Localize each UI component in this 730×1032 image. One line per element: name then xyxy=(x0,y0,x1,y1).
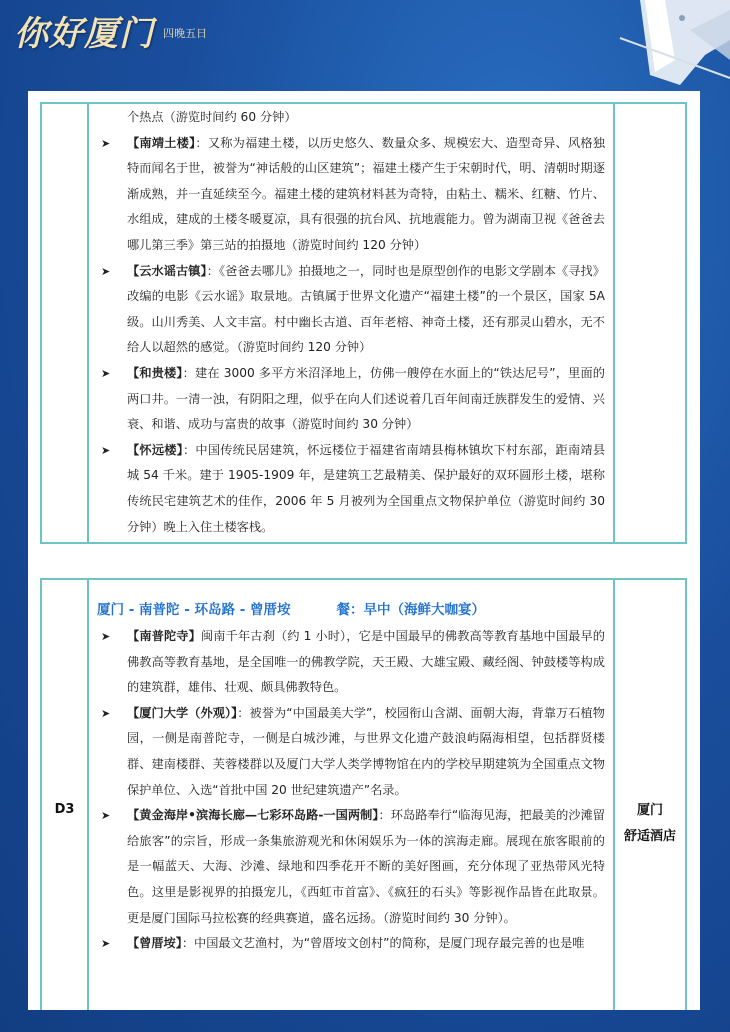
day-column xyxy=(42,104,89,542)
arrow-bullet-icon: ➤ xyxy=(101,630,111,643)
list-item xyxy=(97,361,605,438)
attraction-desc: ：中国最文艺渔村，为“曾厝垵文创村”的简称，是厦门现存最完善的也是唯 xyxy=(181,936,585,951)
attraction-desc: 闽南千年古刹（约 1 小时），它是中国最早的佛教高等教育基地中国最早的佛教高等教育基地，是全国唯一的佛教学院，天王殿、大雄宝殿、藏经阁、钟鼓楼等构成的建筑群，雄伟、壮观、颇具佛教特色。 xyxy=(127,629,605,695)
arrow-bullet-icon: ➤ xyxy=(101,706,111,720)
attraction-desc: ：中国传统民居建筑，怀远楼位于福建省南靖县梅林镇坎下村东部，距南靖县城 54 千米。建于 1905-1909 年，是建筑工艺最精美、保护最好的双环圆形土楼，堪称传统民宅建筑艺术的佳作，2006 年 5 月被列为全国重点文物保护单位（游览时间约 30 分钟）晚上入住土楼客栈。 xyxy=(127,442,606,534)
brand-logo xyxy=(14,6,207,55)
attraction-name: 【南靖土楼】 xyxy=(127,135,196,150)
attraction-desc: ：建在 3000 多平方米沼泽地上，仿佛一艘停在水面上的“铁达尼号”，里面的两口井。一清一浊，有阴阳之理，似乎在向人们述说着几百年间南迁族群发生的爱情、兴衰、和谐、成功与富贵的故事（游览时间约 30 分钟） xyxy=(127,365,605,432)
list-item xyxy=(97,931,605,957)
list-item xyxy=(97,624,605,701)
itinerary-table-d3 xyxy=(40,578,687,1010)
arrow-bullet-icon: ➤ xyxy=(101,136,111,150)
list-item xyxy=(97,803,605,931)
day-label: D3 xyxy=(54,802,75,817)
attraction-desc: ：环岛路奉行“临海见海，把最美的沙滩留给旅客”的宗旨，形成一条集旅游观光和休闲娱乐为一体的滨海走廊。展现在旅客眼前的是一幅蓝天、大海、沙滩、绿地和四季花开不断的美好图画，充分体现了亚热带风光特色。这里是影视界的拍摄宠儿，《西虹市首富》、《疯狂的石头》等影视作品皆在此取景。更是厦门国际马拉松赛的经典赛道，盛名远扬。（游览时间约 30 分钟）。 xyxy=(127,808,605,925)
hotel-column xyxy=(613,104,685,542)
itinerary-table-d2 xyxy=(40,102,687,544)
attraction-name: 【怀远楼】 xyxy=(127,442,183,457)
arrow-bullet-icon: ➤ xyxy=(101,443,111,457)
attraction-name: 【和贵楼】 xyxy=(127,365,183,380)
attraction-name: 【厦门大学（外观）】 xyxy=(127,705,238,720)
attraction-desc: ：被誉为“中国最美大学”，校园衔山含湖、面朝大海，背靠万石植物园，一侧是南普陀寺，一侧是白城沙滩，与世界文化遗产鼓浪屿隔海相望，包括群贤楼群、建南楼群、芙蓉楼群以及厦门大学人类学博物馆在内的学校早期建筑为全国重点文物保护单位、入选“首批中国 20 世纪建筑遗产”名录。 xyxy=(127,705,605,797)
arrow-bullet-icon: ➤ xyxy=(101,264,111,278)
attraction-name: 【曾厝垵】 xyxy=(127,936,182,951)
attraction-name: 【南普陀寺】 xyxy=(127,629,201,643)
attraction-desc: ：又称为福建土楼，以历史悠久、数量众多、规模宏大、造型奇异、风格独特而闻名于世，被誉为“神话般的山区建筑”；福建土楼产生于宋朝时代，明、清朝时期逐渐成熟，并一直延续至今。福建土楼的建筑材料甚为奇特，由粘土、糯米、红糖、竹片、水组成，建成的土楼冬暖夏凉，具有很强的抗台风、抗地震能力。曾为湖南卫视《爸爸去哪儿第三季》第三站的拍摄地（游览时间约 120 分钟） xyxy=(127,135,606,252)
hotel-column xyxy=(613,580,685,1010)
list-item xyxy=(97,438,605,540)
hotel-city: 厦门 xyxy=(636,803,663,818)
attraction-desc: ：《爸爸去哪儿》拍摄地之一，同时也是原型创作的电影文学剧本《寻找》改编的电影《云水谣》取景地。古镇属于世界文化遗产“福建土楼”的一个景区，国家 5A 级。山川秀美、人文丰富。村中幽长古道、百年老榕、神奇土楼，还有那灵山碧水，无不给人以超然的感觉。（游览时间约 120 分钟） xyxy=(127,263,605,355)
day-column xyxy=(42,580,89,1010)
meal-text: 餐：早中（海鲜大咖宴） xyxy=(336,602,486,618)
hotel-info xyxy=(615,798,685,850)
description-column xyxy=(89,104,613,542)
arrow-bullet-icon: ➤ xyxy=(101,366,111,380)
lead-text: 个热点（游览时间约 60 分钟） xyxy=(127,110,297,124)
list-item xyxy=(97,701,605,803)
hotel-name: 舒适酒店 xyxy=(623,829,676,844)
list-item xyxy=(97,131,605,259)
route-text: 厦门 - 南普陀 - 环岛路 - 曾厝垵 xyxy=(97,602,291,618)
arrow-bullet-icon: ➤ xyxy=(101,809,111,823)
brand-title: 你好厦门 xyxy=(14,14,154,54)
sailboat-image xyxy=(490,0,730,100)
attraction-name: 【云水谣古镇】 xyxy=(127,263,207,278)
description-column xyxy=(89,580,613,1010)
brand-subtitle: 四晚五日 xyxy=(163,27,208,40)
arrow-bullet-icon: ➤ xyxy=(101,937,111,951)
list-item xyxy=(97,259,605,361)
day-route-heading xyxy=(97,596,605,624)
attraction-name: 【黄金海岸•滨海长廊—七彩环岛路-一国两制】 xyxy=(127,808,379,823)
